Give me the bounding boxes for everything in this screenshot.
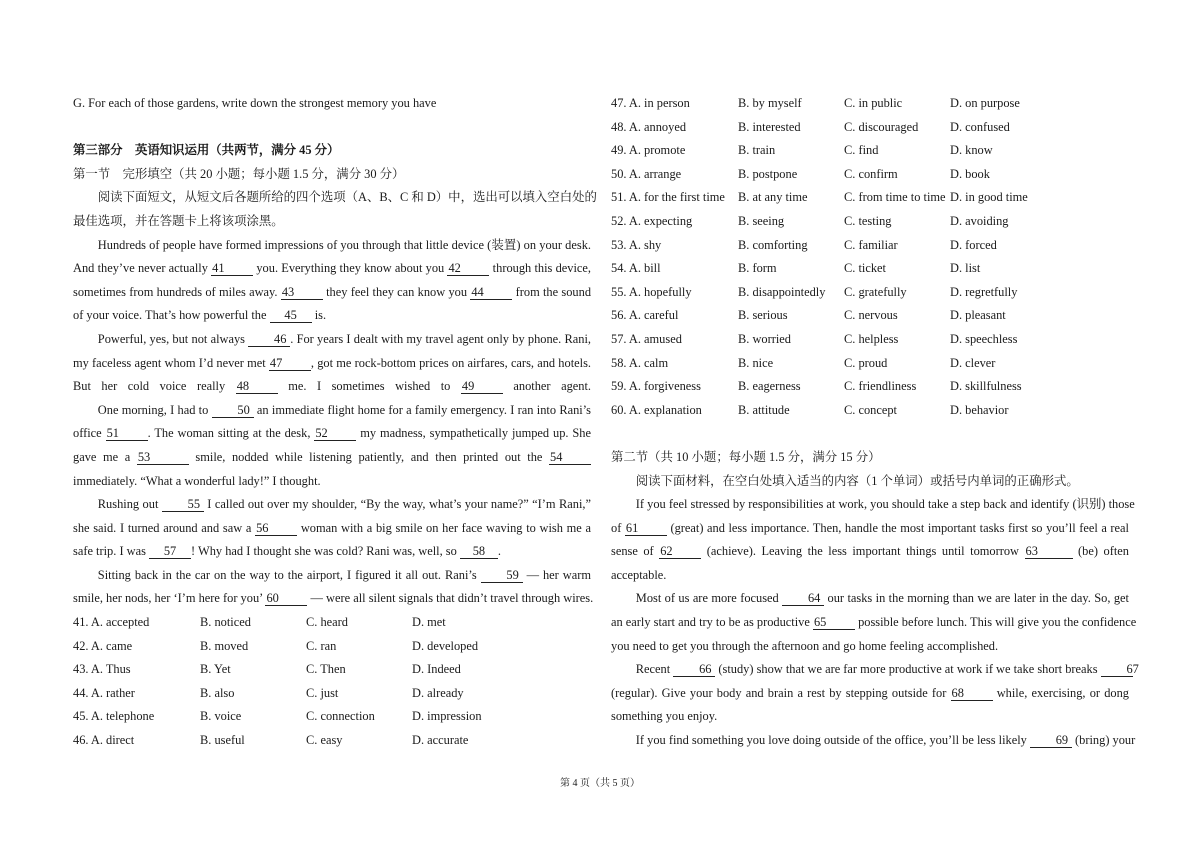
option-choice: D. accurate [412, 733, 469, 748]
text-line: 第三部分 英语知识运用（共两节，满分 45 分） [73, 143, 340, 158]
grammar-fill-passage [611, 422, 1139, 752]
answer-blank: 43 [281, 286, 323, 300]
text-run: an immediate flight home for a family emergency. I ran into Rani’s [253, 402, 591, 417]
option-choice: C. discouraged [844, 119, 919, 134]
option-choice: 45. A. telephone [73, 709, 155, 724]
option-choice: D. forced [950, 237, 997, 252]
answer-blank: 50 [212, 404, 254, 418]
answer-blank: 56 [255, 522, 297, 536]
text-run: — were all silent signals that didn’t travel through wires. [307, 591, 594, 606]
text-run: . For years I dealt with my travel agent only by phone. Rani, [290, 331, 592, 346]
option-choice: D. Indeed [412, 662, 461, 677]
option-choice: C. just [306, 685, 339, 700]
answer-blank: 58 [460, 545, 498, 559]
option-choice: 47. A. in person [611, 96, 690, 110]
option-choice: 48. A. annoyed [611, 119, 687, 134]
text-run: sometimes from hundreds of miles away. [73, 284, 281, 299]
option-row [611, 116, 1129, 140]
option-choice: 58. A. calm [611, 355, 669, 370]
text-run: while, exercising, or dong [992, 685, 1129, 700]
option-row [73, 611, 591, 635]
option-choice: C. Then [306, 662, 346, 677]
option-choice: C. friendliness [844, 379, 917, 394]
option-row [611, 399, 1129, 423]
text-line [73, 375, 591, 399]
text-run: I called out over my shoulder, “By the way, what’s your name?” “I’m Rani,” [203, 497, 591, 512]
text-run: Rushing out [97, 497, 162, 512]
option-choice: D. regretfully [950, 284, 1018, 299]
option-choice: C. heard [306, 615, 348, 630]
answer-blank: 64 [782, 592, 824, 606]
text-run: woman with a big smile on her face waving to wish me a [297, 520, 592, 535]
answer-blank: 44 [470, 286, 512, 300]
text-run: smile, nodded while listening patiently, and then printed out the [188, 449, 549, 464]
text-run: . The woman sitting at the desk, [147, 426, 315, 441]
text-line [73, 399, 591, 423]
option-choice: 56. A. careful [611, 308, 679, 323]
answer-blank: 48 [236, 380, 278, 394]
text-line [73, 328, 591, 352]
text-line: If you feel stressed by responsibilities at work, you should take a step back and identify (识别) those [635, 497, 1135, 512]
text-line: immediately. “What a wonderful lady!” I thought. [73, 473, 321, 488]
answer-blank: 63 [1025, 545, 1073, 559]
text-line [73, 564, 591, 588]
answer-blank: 47 [269, 357, 311, 371]
text-line: 阅读下面短文，从短文后各题所给的四个选项（A、B、C 和 D）中，选出可以填入空白处的 [97, 190, 597, 205]
text-run: One morning, I had to [97, 402, 212, 417]
option-choice: C. in public [844, 96, 903, 110]
answer-blank: 41 [211, 262, 253, 276]
text-line: 最佳选项，并在答题卡上将该项涂黑。 [73, 213, 284, 228]
text-run: Most of us are more focused [635, 591, 783, 606]
text-line [611, 611, 1137, 635]
option-choice: 43. A. Thus [73, 662, 131, 677]
text-line [73, 422, 591, 446]
option-choice: B. form [738, 261, 777, 276]
text-line [73, 352, 591, 376]
option-row [73, 635, 591, 659]
spacer [611, 422, 1129, 446]
option-choice: D. impression [412, 709, 482, 724]
option-choice: D. book [950, 166, 990, 181]
answer-blank: 61 [625, 522, 667, 536]
answer-blank: 57 [149, 545, 191, 559]
option-choice: C. find [844, 143, 879, 158]
text-run: (study) show that we are far more productive at work if we take short breaks [715, 662, 1101, 677]
option-row [611, 234, 1129, 258]
option-choice: 60. A. explanation [611, 402, 702, 417]
option-choice: B. moved [200, 638, 249, 653]
text-run: of your voice. That’s how powerful the [73, 308, 270, 323]
text-run: If you find something you love doing outside of the office, you’ll be less likely [635, 733, 1030, 748]
text-run: me. I sometimes wished to [277, 379, 461, 394]
text-line [611, 682, 1129, 706]
text-run: she said. I turned around and saw a [73, 520, 256, 535]
cloze-options-41-46 [73, 611, 591, 753]
text-run: my madness, sympathetically jumped up. She [356, 426, 591, 441]
option-choice: 50. A. arrange [611, 166, 682, 181]
text-run: Powerful, yes, but not always [97, 331, 249, 346]
option-choice: 57. A. amused [611, 331, 682, 346]
answer-blank: 62 [659, 545, 701, 559]
option-row [611, 257, 1129, 281]
text-line [611, 517, 1129, 541]
option-choice: C. easy [306, 733, 343, 748]
option-choice: B. useful [200, 733, 245, 748]
option-choice: D. already [412, 685, 464, 700]
text-run: (great) and less importance. Then, handle the most important tasks first so you’ll feel a real [666, 520, 1129, 535]
answer-blank: 69 [1030, 734, 1072, 748]
option-choice: D. behavior [950, 402, 1009, 417]
option-choice: 55. A. hopefully [611, 284, 692, 299]
answer-blank: 66 [673, 663, 715, 677]
text-run: they feel they can know you [322, 284, 471, 299]
cloze-options-47-60 [611, 92, 1129, 422]
cloze-passage [73, 92, 597, 611]
text-line [611, 540, 1129, 564]
text-line: you need to get you through the afternoon and go home feeling accomplished. [611, 638, 999, 653]
option-choice: B. seeing [738, 213, 785, 228]
option-choice: D. speechless [950, 331, 1018, 346]
option-row [611, 281, 1129, 305]
option-choice: 59. A. forgiveness [611, 379, 701, 394]
text-line: 第二节（共 10 小题；每小题 1.5 分，满分 15 分） [611, 449, 881, 464]
option-choice: C. ticket [844, 261, 886, 276]
option-choice: D. confused [950, 119, 1010, 134]
option-row [73, 658, 591, 682]
option-choice: D. clever [950, 355, 996, 370]
answer-blank: 49 [461, 380, 503, 394]
option-choice: D. developed [412, 638, 479, 653]
option-row [73, 705, 591, 729]
text-run: sense of [611, 544, 660, 559]
option-choice: C. confirm [844, 166, 898, 181]
text-run: my faceless agent whom I’d never met [73, 355, 269, 370]
option-row [73, 682, 591, 706]
text-line [611, 587, 1129, 611]
text-line [73, 587, 594, 611]
text-run: possible before lunch. This will give you the confidence [854, 615, 1137, 630]
text-run: our tasks in the morning than we are later in the day. So, get [824, 591, 1129, 606]
option-choice: D. pleasant [950, 308, 1006, 323]
text-run: . [497, 544, 502, 559]
option-choice: B. by myself [738, 96, 802, 110]
text-run: an early start and try to be as productive [611, 615, 813, 630]
text-line: 阅读下面材料，在空白处填入适当的内容（1 个单词）或括号内单词的正确形式。 [635, 473, 1079, 488]
option-choice: 54. A. bill [611, 261, 661, 276]
option-choice: C. familiar [844, 237, 898, 252]
option-choice: B. nice [738, 355, 774, 370]
text-run: (regular). Give your body and brain a rest by stepping outside for [611, 685, 951, 700]
option-choice: B. serious [738, 308, 788, 323]
option-choice: C. concept [844, 402, 897, 417]
answer-blank: 51 [106, 427, 148, 441]
text-run: Recent [635, 662, 674, 677]
text-run: (be) often [1072, 544, 1129, 559]
answer-blank: 59 [481, 569, 523, 583]
answer-blank: 67 [1101, 663, 1133, 677]
option-row [611, 328, 1129, 352]
option-row [611, 139, 1129, 163]
answer-blank: 45 [270, 309, 312, 323]
option-choice: C. helpless [844, 331, 899, 346]
left-column [73, 92, 597, 753]
text-line: Hundreds of people have formed impressions of you through that little device (装置) on your desk. [97, 237, 591, 252]
answer-blank: 53 [137, 451, 189, 465]
option-choice: B. noticed [200, 615, 251, 630]
text-line: 第一节 完形填空（共 20 小题；每小题 1.5 分，满分 30 分） [73, 166, 405, 181]
option-choice: B. eagerness [738, 379, 801, 394]
option-choice: C. ran [306, 638, 337, 653]
text-line: G. For each of those gardens, write down the strongest memory you have [73, 96, 437, 110]
option-choice: 52. A. expecting [611, 213, 693, 228]
answer-blank: 68 [951, 687, 993, 701]
option-choice: 44. A. rather [73, 685, 135, 700]
option-choice: D. in good time [950, 190, 1028, 205]
right-column [611, 92, 1139, 753]
option-row [611, 186, 1129, 210]
page-footer: 第 4 页（共 5 页） [560, 778, 640, 789]
answer-blank: 65 [813, 616, 855, 630]
option-row [611, 352, 1129, 376]
answer-blank: 54 [549, 451, 591, 465]
text-run: you. Everything they know about you [253, 261, 448, 276]
text-line [611, 729, 1136, 753]
option-choice: B. comforting [738, 237, 808, 252]
option-choice: 41. A. accepted [73, 615, 150, 630]
option-choice: 46. A. direct [73, 733, 135, 748]
text-line [611, 658, 1139, 682]
text-run: another agent. [502, 379, 592, 394]
option-choice: D. met [412, 615, 446, 630]
option-choice: B. train [738, 143, 776, 158]
text-run: ! Why had I thought she was cold? Rani was, well, so [191, 544, 460, 559]
option-choice: D. skillfulness [950, 379, 1022, 394]
option-choice: D. on purpose [950, 96, 1020, 110]
text-line [73, 281, 591, 305]
text-run: And they’ve never actually [73, 261, 212, 276]
spacer [73, 116, 591, 140]
text-run: , got me rock-bottom prices on airfares, cars, and hotels. [310, 355, 591, 370]
text-run: is. [311, 308, 327, 323]
text-run: of [611, 520, 625, 535]
option-choice: B. also [200, 685, 235, 700]
text-run: from the sound [512, 284, 592, 299]
text-line [73, 257, 591, 281]
text-line [73, 446, 591, 470]
option-choice: C. nervous [844, 308, 898, 323]
option-choice: B. Yet [200, 662, 231, 677]
answer-blank: 46 [248, 333, 290, 347]
option-choice: 51. A. for the first time [611, 190, 725, 205]
option-row [611, 163, 1129, 187]
text-run: But her cold voice really [73, 379, 236, 394]
option-choice: 49. A. promote [611, 143, 686, 158]
option-row [73, 729, 591, 753]
text-line [73, 493, 591, 517]
text-run: (achieve). Leaving the less important things until tomorrow [701, 544, 1025, 559]
option-choice: B. voice [200, 709, 242, 724]
text-line [73, 540, 591, 564]
option-choice: B. at any time [738, 190, 808, 205]
option-row [611, 304, 1129, 328]
option-choice: C. testing [844, 213, 892, 228]
option-choice: 53. A. shy [611, 237, 662, 252]
answer-blank: 60 [265, 592, 307, 606]
option-choice: D. list [950, 261, 981, 276]
text-run: (bring) your [1071, 733, 1136, 748]
option-row [611, 92, 1129, 116]
answer-blank: 52 [314, 427, 356, 441]
option-row [611, 375, 1129, 399]
text-run: gave me a [73, 449, 137, 464]
text-line [73, 517, 591, 541]
text-line: something you enjoy. [611, 709, 718, 724]
option-choice: B. interested [738, 119, 801, 134]
answer-blank: 55 [162, 498, 204, 512]
option-choice: C. from time to time [844, 190, 946, 205]
option-choice: 42. A. came [73, 638, 133, 653]
text-line: acceptable. [611, 567, 667, 582]
option-choice: B. postpone [738, 166, 798, 181]
option-choice: D. know [950, 143, 993, 158]
option-choice: B. attitude [738, 402, 790, 417]
option-choice: B. disappointedly [738, 284, 826, 299]
option-choice: B. worried [738, 331, 791, 346]
option-choice: C. proud [844, 355, 888, 370]
text-line [73, 304, 591, 328]
text-run: through this device, [489, 261, 592, 276]
text-run: — her warm [522, 567, 591, 582]
option-choice: C. connection [306, 709, 375, 724]
text-run: Sitting back in the car on the way to the airport, I figured it all out. Rani’s [97, 567, 481, 582]
option-choice: D. avoiding [950, 213, 1009, 228]
text-run: safe trip. I was [73, 544, 150, 559]
answer-blank: 42 [447, 262, 489, 276]
text-run: office [73, 426, 106, 441]
option-row [611, 210, 1129, 234]
text-run: smile, her nods, her ‘I’m here for you’ [73, 591, 266, 606]
option-choice: C. gratefully [844, 284, 907, 299]
